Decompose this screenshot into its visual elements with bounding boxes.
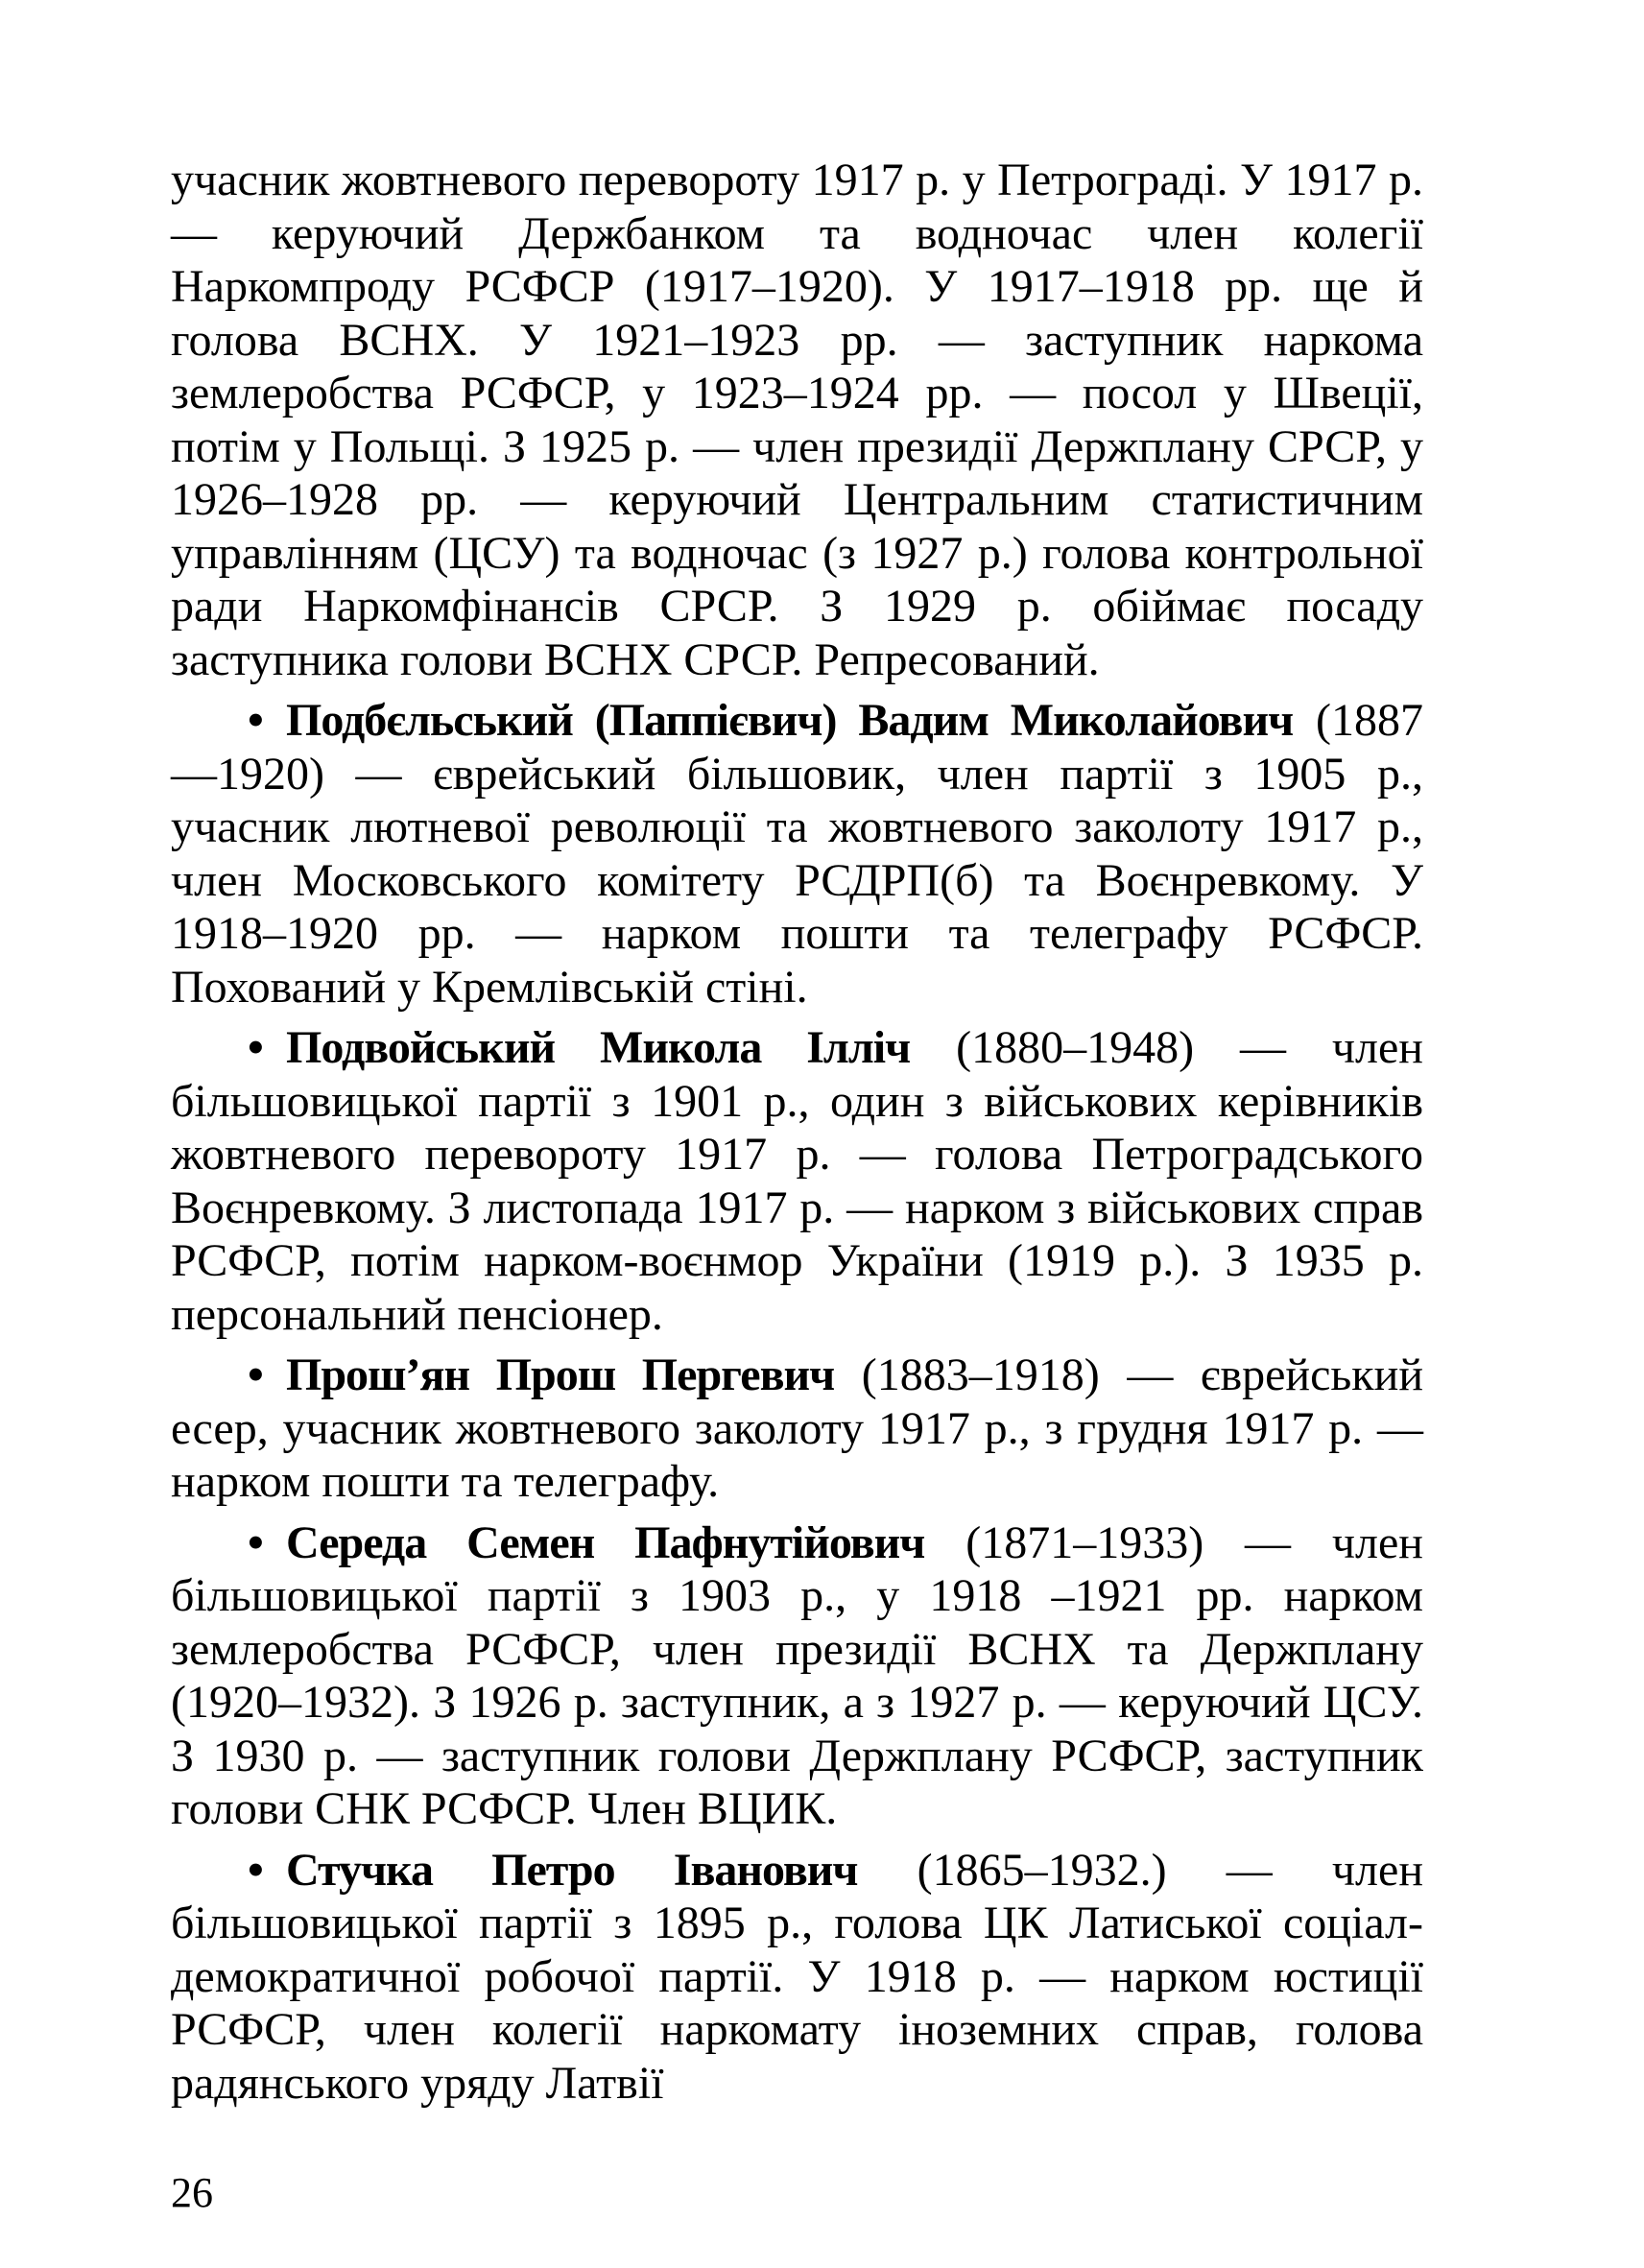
entry-name: Середа Семен Пафнутійович	[286, 1516, 925, 1568]
entry-name: Стучка Петро Іванович	[286, 1844, 858, 1896]
entry-sereda	[171, 1516, 1423, 1836]
entry-text: (1883–1918) — єврейський есер, учасник жовтневого заколоту 1917 р., з грудня 1917 р. — нарком пошти та телеграфу.	[171, 1349, 1424, 1507]
entry-text: (1865–1932.) — член більшовицької партії з 1895 р., голова ЦК Латиської соціал-демократичної робочої партії. У 1918 р. — нарком юстиції РСФСР, член колегії наркомату іноземних справ, голова радянського уряду Латвії	[171, 1844, 1424, 2109]
entry-text: (1871–1933) — член більшовицької партії з 1903 р., у 1918 –1921 рр. нарком землеробства РСФСР, член президії ВСНХ та Держплану (1920–1932). З 1926 р. заступник, а з 1927 р. — керуючий ЦСУ. З 1930 р. — заступник голови Держплану РСФСР, заступник голови СНК РСФСР. Член ВЦИК.	[171, 1516, 1423, 1834]
entry-name: Подвойський Микола Ілліч	[286, 1022, 911, 1073]
page-body	[171, 154, 1423, 2110]
entry-stuchka	[171, 1844, 1423, 2111]
entry-name: Подбєльський (Паппієвич) Вадим Миколайович	[286, 695, 1294, 746]
bullet-icon: •	[248, 1022, 264, 1073]
entry-text: (1880–1948) — член більшовицької партії з 1901 р., один з військових керівників жовтневого перевороту 1917 р. — голова Петроградського Воєнревкому. З листопада 1917 р. — нарком з військових справ РСФСР, потім нарком-воєнмор України (1919 р.). З 1935 р. персональний пенсіонер.	[171, 1022, 1423, 1340]
page-number: 26	[171, 2169, 213, 2216]
bullet-icon: •	[248, 1844, 264, 1896]
intro-paragraph: учасник жовтневого перевороту 1917 р. у Петрограді. У 1917 р. — керуючий Держбанком та водночас член колегії Наркомпроду РСФСР (1917–1920). У 1917–1918 рр. ще й голова ВСНХ. У 1921–1923 рр. — заступник наркома землеробства РСФСР, у 1923–1924 рр. — посол у Швеції, потім у Польщі. З 1925 р. — член президії Держплану СРСР, у 1926–1928 рр. — керуючий Центральним статистичним управлінням (ЦСУ) та водночас (з 1927 р.) голова контрольної ради Наркомфінансів СРСР. З 1929 р. обіймає посаду заступника голови ВСНХ СРСР. Репресований.	[171, 155, 1423, 685]
entry-name: Прош’ян Прош Пергевич	[286, 1349, 835, 1400]
entry-podvoisky	[171, 1021, 1423, 1341]
entry-proshian	[171, 1349, 1423, 1509]
entry-text: (1887—1920) — єврейський більшовик, член партії з 1905 р., учасник лютневої революції та жовтневого заколоту 1917 р., член Московського комітету РСДРП(б) та Воєнревкому. У 1918–1920 рр. — нарком пошти та телеграфу РСФСР. Похований у Кремлівській стіні.	[171, 695, 1423, 1013]
bullet-icon: •	[248, 1349, 264, 1400]
entry-podbelsky	[171, 694, 1423, 1014]
bullet-icon: •	[248, 1516, 264, 1568]
bullet-icon: •	[248, 695, 264, 746]
